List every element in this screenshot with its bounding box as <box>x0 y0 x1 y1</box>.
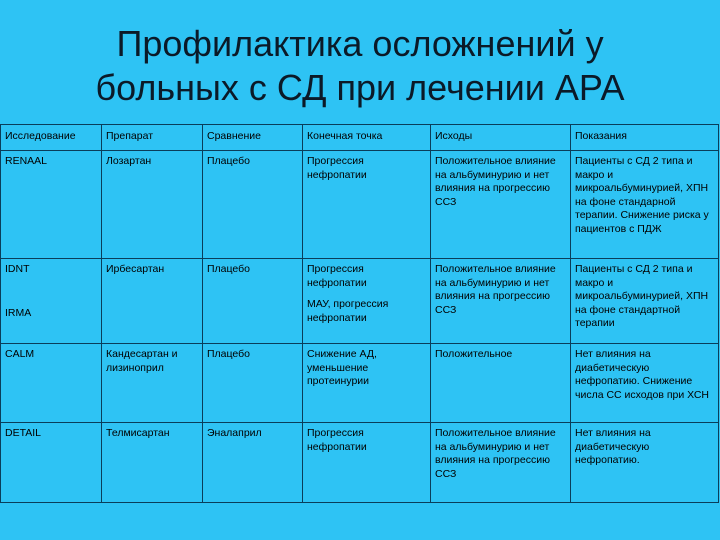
cell-study-group <box>1 259 102 344</box>
cell-comparison: Плацебо <box>203 344 303 423</box>
cell-drug: Кандесартан и лизиноприл <box>102 344 203 423</box>
cell-study: IDNT <box>5 263 30 275</box>
cell-indication: Пациенты с СД 2 типа и макро и микроальбуминурией, ХПН на фоне стандарной терапии. Снижение риска у пациентов с ПДЖ <box>571 151 719 259</box>
cell-endpoint-secondary: МАУ, прогрессия нефропатии <box>307 298 389 324</box>
cell-study: RENAAL <box>1 151 102 259</box>
table-row <box>1 151 719 259</box>
cell-drug: Лозартан <box>102 151 203 259</box>
cell-endpoint-group <box>303 259 431 344</box>
table-row <box>1 344 719 423</box>
cell-outcome: Положительное <box>431 344 571 423</box>
cell-endpoint: Прогрессия нефропатии <box>307 263 367 289</box>
cell-outcome: Положительное влияние на альбуминурию и нет влияния на прогрессию ССЗ <box>431 423 571 503</box>
header-indication: Показания <box>571 125 719 151</box>
cell-indication: Нет влияния на диабетическую нефропатию. <box>571 423 719 503</box>
cell-study: CALM <box>1 344 102 423</box>
study-table <box>0 124 719 503</box>
header-drug: Препарат <box>102 125 203 151</box>
slide-title <box>0 22 720 110</box>
cell-indication: Пациенты с СД 2 типа и макро и микроальбуминурией, ХПН на фоне стандартной терапии <box>571 259 719 344</box>
table-header-row <box>1 125 719 151</box>
cell-comparison: Эналаприл <box>203 423 303 503</box>
cell-comparison: Плацебо <box>203 259 303 344</box>
cell-endpoint: Прогрессия нефропатии <box>303 423 431 503</box>
cell-endpoint: Прогрессия нефропатии <box>303 151 431 259</box>
slide-title-line-1: Профилактика осложнений у <box>116 23 604 64</box>
cell-endpoint: Снижение АД, уменьшение протеинурии <box>303 344 431 423</box>
slide-title-line-2: больных с СД при лечении АРА <box>95 67 625 108</box>
header-endpoint: Конечная точка <box>303 125 431 151</box>
header-study: Исследование <box>1 125 102 151</box>
cell-outcome: Положительное влияние на альбуминурию и нет влияния на прогрессию ССЗ <box>431 259 571 344</box>
cell-study-secondary: IRMA <box>5 306 32 319</box>
cell-outcome: Положительное влияние на альбуминурию и нет влияния на прогрессию ССЗ <box>431 151 571 259</box>
header-outcome: Исходы <box>431 125 571 151</box>
cell-indication: Нет влияния на диабетическую нефропатию. Снижение числа СС исходов при ХСН <box>571 344 719 423</box>
cell-drug: Ирбесартан <box>102 259 203 344</box>
cell-comparison: Плацебо <box>203 151 303 259</box>
cell-study: DETAIL <box>1 423 102 503</box>
cell-drug: Телмисартан <box>102 423 203 503</box>
table-row <box>1 423 719 503</box>
header-comparison: Сравнение <box>203 125 303 151</box>
table-row <box>1 259 719 344</box>
